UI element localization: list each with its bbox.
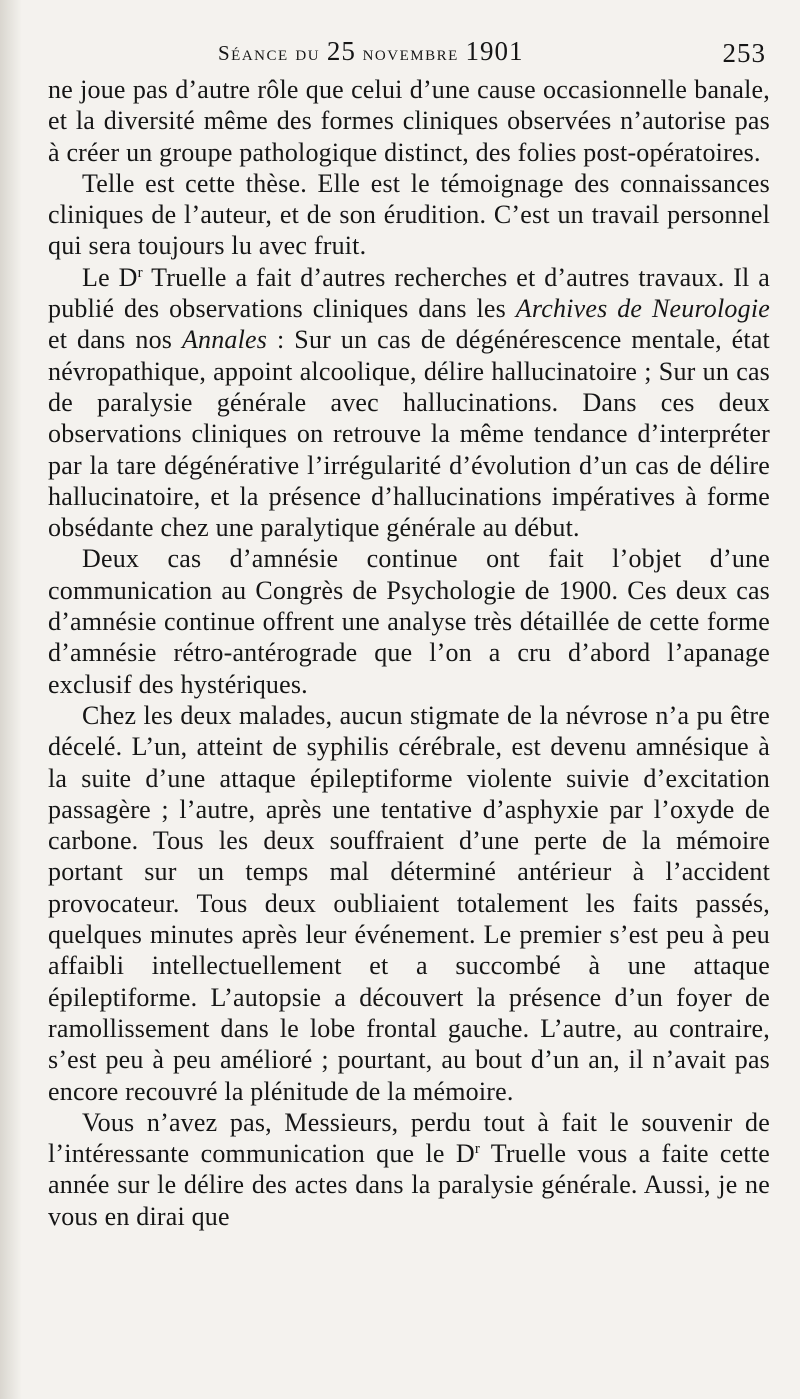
running-title: [218, 36, 524, 67]
paragraph-text: Truelle vous a faite cette année sur le délire des actes dans la paralysie générale. Aussi, je ne vous en dirai que: [48, 1139, 770, 1231]
journal-title: Archives de Neurologie: [515, 294, 770, 324]
running-title-day: 25: [326, 36, 356, 66]
running-title-part: Séance du: [218, 41, 321, 65]
running-title-month: novembre: [362, 41, 459, 65]
page-number: 253: [722, 38, 766, 68]
paragraph-text: Chez les deux malades, aucun stigmate de la névrose n’a pu être décelé. L’un, atteint de syphilis cérébrale, est devenu amnésique à la suite d’une attaque épileptiforme violente suivie d’excitation passagère ; l’autre, après une tentative d’asphyxie par l’oxyde de carbone. Tous les deux souffraient d’une perte de la mémoire portant sur un temps mal déterminé antérieur à l’accident provocateur. Tous deux oubliaient totalement les faits passés, quelques minutes après leur événement. Le premier s’est peu à peu affaibli intellectuellement et a succombé à une attaque épileptiforme. L’autopsie a découvert la présence d’un foyer de ramollissement dans le lobe frontal gauche. L’autre, au contraire, s’est peu à peu amélioré ; pourtant, au bout d’un an, il n’avait pas encore recouvré la plénitude de la mémoire.: [48, 700, 770, 1106]
page-body: [48, 74, 770, 1232]
paragraph-6: [48, 1107, 770, 1232]
paragraph-5: [48, 700, 770, 1107]
paragraph-text: Truelle a fait d’autres recherches et d’autres travaux. Il a publié des observations cliniques dans les: [48, 262, 771, 324]
paragraph-4: [48, 543, 770, 699]
paragraph-text: Deux cas d’amnésie continue ont fait l’objet d’une communication au Congrès de Psychologie de 1900. Ces deux cas d’amnésie continue offrent une analyse très détaillée de cette forme d’amnésie rétro-antérograde que l’on a cru d’abord l’apanage exclusif des hystériques.: [48, 544, 770, 699]
page-gutter-shadow: [0, 0, 22, 1399]
journal-title: Annales: [181, 325, 268, 355]
paragraph-text: : Sur un cas de dégénérescence mentale, état névropathique, appoint alcoolique, délire hallucinatoire ; Sur un cas de paralysie générale avec hallucinations. Dans ces deux observations cliniques on retrouve la même tendance d’interpréter par la tare dégénérative l’irrégularité d’évolution d’un cas de délire hallucinatoire, et la présence d’hallucinations impératives à forme obsédante chez une paralytique générale au début.: [48, 325, 770, 543]
paragraph-3: [48, 262, 770, 544]
paragraph-text: Le D: [82, 262, 138, 292]
running-header: [48, 30, 770, 74]
paragraph-2: [48, 168, 770, 262]
paragraph-text: Vous n’avez pas, Messieurs, perdu tout à fait le souvenir de l’intéressante communication que le D: [48, 1107, 770, 1169]
paragraph-1-continued: [48, 74, 770, 168]
superscript: r: [137, 264, 143, 281]
running-title-year: 1901: [465, 36, 524, 66]
paragraph-text: Telle est cette thèse. Elle est le témoignage des connaissances cliniques de l’auteur, et de son érudition. C’est un travail personnel qui sera toujours lu avec fruit.: [48, 168, 770, 261]
superscript: r: [474, 1141, 481, 1158]
paragraph-text: ne joue pas d’autre rôle que celui d’une cause occasionnelle banale, et la diversité même des formes cliniques observées n’autorise pas à créer un groupe pathologique distinct, des folies post-opératoires.: [48, 75, 770, 167]
paragraph-text: et dans nos: [48, 325, 182, 355]
